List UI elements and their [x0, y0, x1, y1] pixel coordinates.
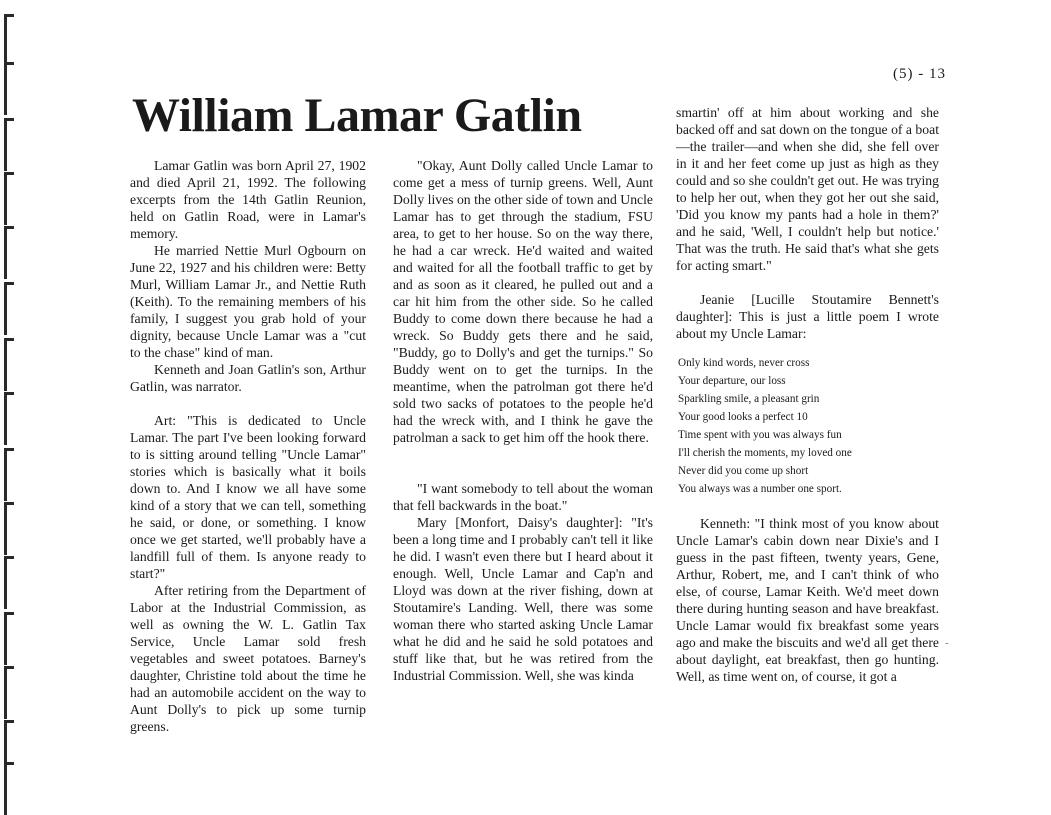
poem-line: You always was a number one sport. [678, 483, 842, 495]
binding-mark [4, 226, 14, 279]
stray-mark: - [945, 637, 949, 649]
poem-line: Never did you come up short [678, 465, 809, 477]
page-title: William Lamar Gatlin [132, 89, 582, 142]
article-column-3 [676, 104, 939, 685]
paragraph: "Okay, Aunt Dolly called Uncle Lamar to come get a mess of turnip greens. Well, Aunt Dolly lives on the other side of town and Uncle Lamar has to get through the stadium, FSU area, to get to her house. So on the way there, he had a car wreck. He'd waited and waited and waited for all the football traffic to get by and as soon as it cleared, he pulled out and a car hit him from the other side. So he called Buddy to come down there because he had a wreck. So Buddy gets there and he said, "Buddy, go to Dolly's and get the turnips." So Buddy went on to get the turnips. In the meantime, when the patrolman got there he'd sold two sacks of potatoes to the people he'd had the wreck with, and I think he gave the patrolman a sack to get him off the hook there. [393, 158, 653, 445]
binding-mark [4, 282, 14, 335]
binding-mark [4, 502, 14, 555]
article-column-1 [130, 157, 366, 735]
poem-line: Only kind words, never cross [678, 357, 810, 369]
binding-mark [4, 14, 14, 67]
poem-line: Your good looks a perfect 10 [678, 411, 808, 423]
binding-mark [4, 666, 14, 719]
page-number: (5) - 13 [893, 66, 946, 82]
paragraph: Mary [Monfort, Daisy's daughter]: "It's been a long time and I probably can't tell it like he did. I wasn't even there but I heard about it enough. Well, Uncle Lamar and Cap'n and Lloyd was down at the river fishing, down at Stoutamire's Landing. Well, there was some woman there who started asking Uncle Lamar what he did and he said he sold potatoes and stuff like that, but he was retired from the Industrial Commission. Well, she was kinda [393, 515, 653, 683]
paragraph: After retiring from the Department of Labor at the Industrial Commission, as well as owning the W. L. Gatlin Tax Service, Uncle Lamar sold fresh vegetables and sweet potatoes. Barney's daughter, Christine told about the time he had an automobile accident on the way to Aunt Dolly's to pick up some turnip greens. [130, 583, 366, 734]
paragraph: He married Nettie Murl Ogbourn on June 22, 1927 and his children were: Betty Murl, William Lamar Jr., and Nettie Ruth (Keith). To the remaining members of his family, I suggest you grab hold of your dignity, because Uncle Lamar was a "cut to the chase" kind of man. [130, 243, 366, 360]
paragraph: Kenneth: "I think most of you know about Uncle Lamar's cabin down near Dixie's and I guess in the past fifteen, twenty years, Gene, Arthur, Robert, me, and I can't think of who else, of course, Lamar Keith. We'd meet down there during hunting season and have breakfast. Uncle Lamar would fix breakfast some years ago and make the biscuits and we'd all get there about daylight, eat breakfast, then go hunting. Well, as time went on, of course, it got a [676, 516, 939, 684]
binding-mark [4, 762, 14, 815]
binding-mark [4, 338, 14, 391]
paragraph: smartin' off at him about working and she backed off and sat down on the tongue of a boat—the trailer—and when she did, she fell over in it and her feet come up just as high as they could and so she couldn't get out. He was trying to help her out, when they got her out she said, 'Did you know my pants had a hole in them?' and he said, 'Well, I couldn't help but notice.' That was the truth. He said that's what she gets for acting smart." [676, 105, 939, 273]
binding-mark [4, 448, 14, 501]
poem-line: Time spent with you was always fun [678, 429, 842, 441]
binding-mark [4, 62, 14, 115]
paragraph: Jeanie [Lucille Stoutamire Bennett's daughter]: This is just a little poem I wrote about my Uncle Lamar: [676, 292, 939, 341]
poem [678, 354, 939, 498]
article-column-2 [393, 157, 653, 684]
paragraph: Lamar Gatlin was born April 27, 1902 and died April 21, 1992. The following excerpts from the 14th Gatlin Reunion, held on Gatlin Road, were in Lamar's memory. [130, 158, 366, 241]
binding-mark [4, 556, 14, 609]
poem-line: I'll cherish the moments, my loved one [678, 447, 852, 459]
binding-mark [4, 172, 14, 225]
paragraph: Art: "This is dedicated to Uncle Lamar. The part I've been looking forward to is sitting around telling "Uncle Lamar" stories which is basically what it boils down to. And I know we all have some kind of a story that we can tell, something he said, or done, or something. I know once we get started, we'll probably have a landfill full of them. Is anyone ready to start?" [130, 413, 366, 581]
binding-mark [4, 612, 14, 665]
paragraph: "I want somebody to tell about the woman that fell backwards in the boat." [393, 481, 653, 513]
poem-line: Sparkling smile, a pleasant grin [678, 393, 820, 405]
poem-line: Your departure, our loss [678, 375, 786, 387]
paragraph: Kenneth and Joan Gatlin's son, Arthur Gatlin, was narrator. [130, 362, 366, 394]
binding-mark [4, 392, 14, 445]
binding-mark [4, 118, 14, 171]
